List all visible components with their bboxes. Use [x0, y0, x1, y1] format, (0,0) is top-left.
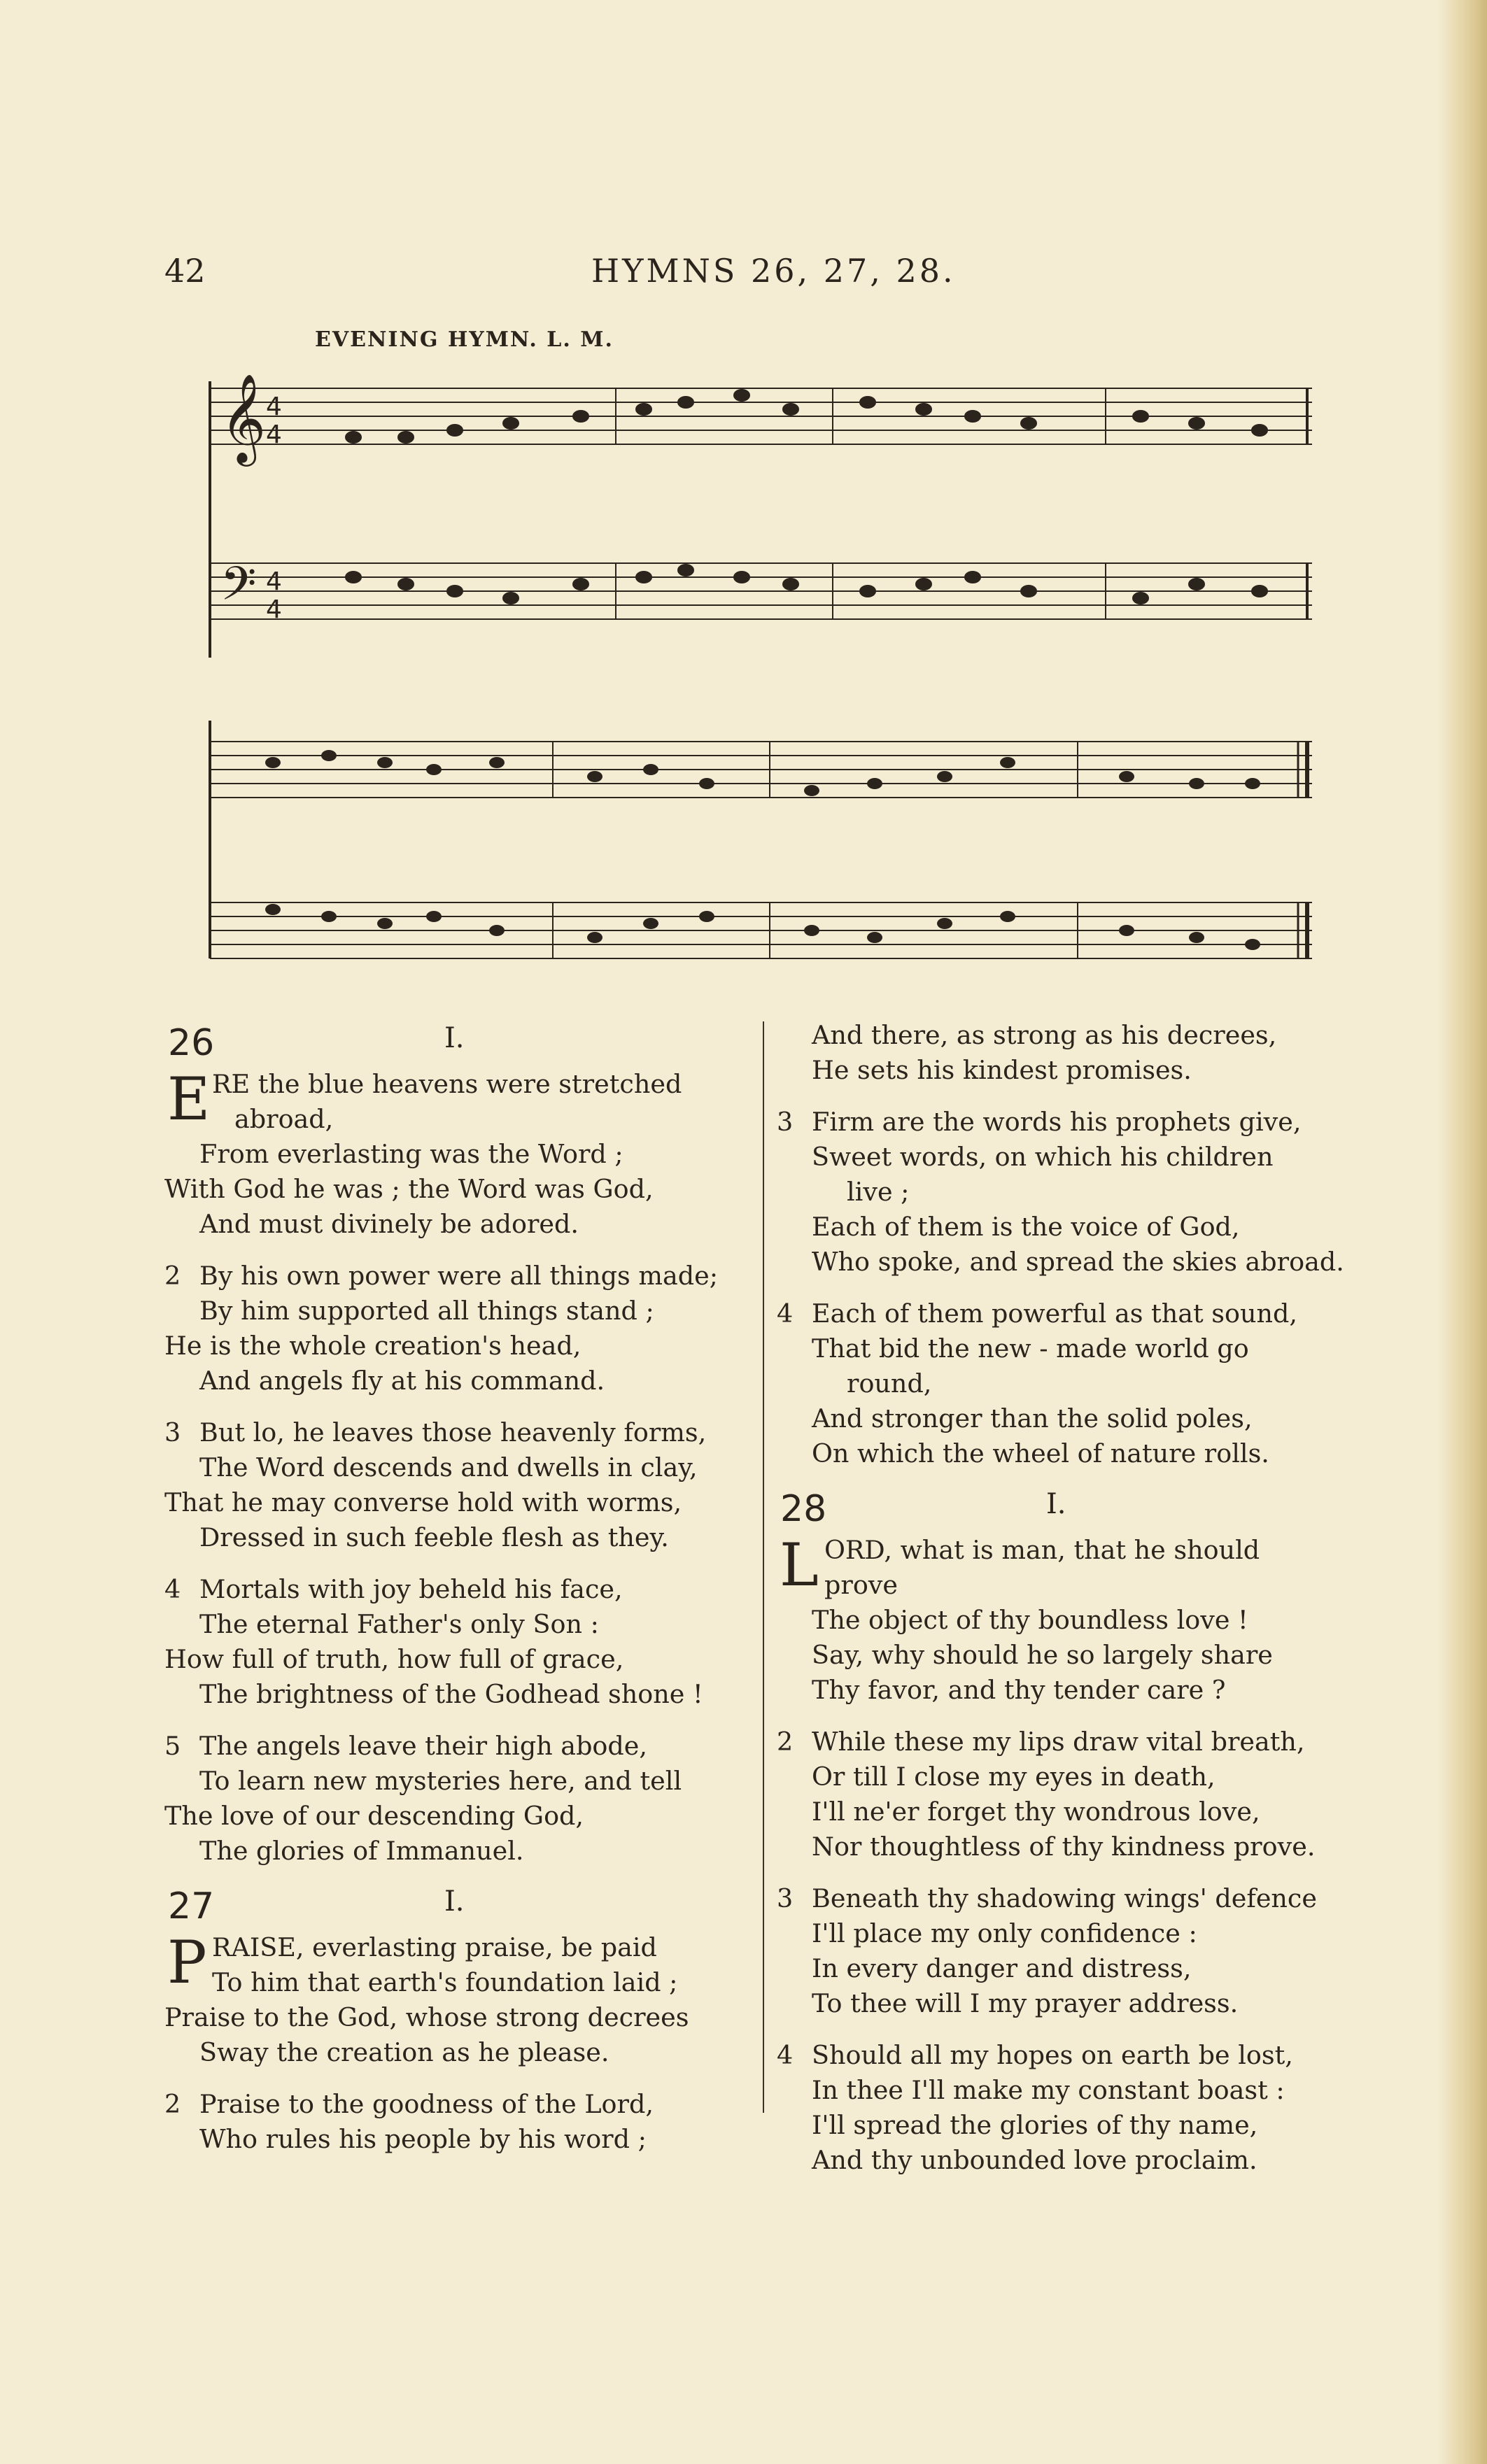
hymn-part: I.	[444, 1885, 465, 1918]
verse-line: 4 Each of them powerful as that sound,	[777, 1296, 1365, 1331]
verse-number: 5	[164, 1731, 181, 1761]
verse-number: 2	[164, 2089, 181, 2119]
verse-line: He sets his kindest promises.	[812, 1055, 1192, 1085]
verse	[777, 1881, 1365, 2021]
hymn-number: 28	[780, 1488, 827, 1530]
verse-number: 2	[164, 1261, 181, 1291]
right-column	[777, 1018, 1365, 2195]
verse-line: He is the whole creation's head,	[164, 1331, 582, 1361]
verse-line: By him supported all things stand ;	[199, 1296, 654, 1326]
drop-cap: P	[167, 1928, 207, 1997]
verse-line: I'll ne'er forget thy wondrous love,	[812, 1797, 1260, 1827]
verse-line: And must divinely be adored.	[199, 1209, 579, 1239]
verse-line: 2 While these my lips draw vital breath,	[777, 1725, 1365, 1760]
verse-line: 3 Firm are the words his prophets give,	[777, 1105, 1365, 1140]
tune-title: EVENING HYMN. L. M.	[315, 327, 614, 352]
verse-line: Or till I close my eyes in death,	[812, 1762, 1215, 1792]
running-header	[0, 252, 1487, 301]
verse-line: To thee will I my prayer address.	[812, 1988, 1239, 2018]
verse-line: To him that earth's foundation laid ;	[212, 1967, 678, 1997]
verse-line: 3 Beneath thy shadowing wings' defence	[777, 1881, 1365, 1916]
verse	[164, 2087, 752, 2157]
first-line-text: ORD, what is man, that he should	[824, 1535, 1260, 1565]
verse	[164, 1415, 752, 1555]
verse-line: Dressed in such feeble flesh as they.	[199, 1522, 669, 1552]
music-system-2	[203, 707, 1319, 1000]
verse-line: That he may converse hold with worms,	[164, 1487, 682, 1517]
verse-line: Praise to the God, whose strong decrees	[164, 2002, 689, 2032]
verse-line: The brightness of the Godhead shone !	[199, 1679, 703, 1709]
verse-line: Nor thoughtless of thy kindness prove.	[812, 1832, 1316, 1862]
music-system-1	[203, 360, 1319, 668]
bass-clef-icon: 𝄢	[220, 557, 257, 622]
running-title: HYMNS 26, 27, 28.	[591, 252, 956, 290]
verse-line: Thy favor, and thy tender care ?	[812, 1675, 1226, 1705]
verse-line: And stronger than the solid poles,	[812, 1403, 1253, 1433]
verse-number: 4	[777, 1298, 794, 1329]
verse	[777, 1533, 1365, 1708]
verse-line: The glories of Immanuel.	[199, 1836, 524, 1866]
verse-line: In thee I'll make my constant boast :	[812, 2075, 1285, 2105]
verse-line: On which the wheel of nature rolls.	[812, 1438, 1269, 1468]
column-divider	[763, 1021, 764, 2113]
verse-line: To learn new mysteries here, and tell	[199, 1766, 682, 1796]
verse-line: Who rules his people by his word ;	[199, 2124, 647, 2154]
first-line-text: RE the blue heavens were stretched	[212, 1069, 682, 1099]
bass-staff	[210, 563, 1312, 619]
verse-line: 4 Mortals with joy beheld his face,	[164, 1572, 752, 1607]
notes-2	[265, 750, 1260, 950]
verse	[777, 2038, 1365, 2178]
hymn-26-heading	[164, 1022, 752, 1067]
drop-cap: L	[780, 1531, 819, 1599]
hymn-number: 26	[168, 1022, 215, 1064]
verse-number: 3	[777, 1107, 794, 1137]
verse-line: The eternal Father's only Son :	[199, 1609, 599, 1639]
drop-cap: E	[167, 1065, 211, 1133]
svg-text:4: 4	[266, 567, 282, 596]
hymn-part: I.	[1046, 1488, 1066, 1520]
verse-line: prove	[824, 1570, 898, 1600]
verse-line: Say, why should he so largely share	[812, 1640, 1273, 1670]
verse-line: And there, as strong as his decrees,	[812, 1020, 1277, 1050]
verse	[777, 1725, 1365, 1864]
verse	[777, 1105, 1365, 1280]
verse-number: 3	[777, 1883, 794, 1913]
verse-line: 2 Praise to the goodness of the Lord,	[164, 2087, 752, 2122]
verse-line: abroad,	[234, 1104, 334, 1134]
verse	[164, 1572, 752, 1712]
verse-line: That bid the new - made world go	[812, 1333, 1249, 1364]
verse-line: 2 By his own power were all things made;	[164, 1259, 752, 1294]
verse	[164, 1729, 752, 1869]
verse-number: 2	[777, 1727, 794, 1757]
page-number: 42	[164, 252, 206, 290]
svg-text:4: 4	[266, 595, 282, 624]
hymn-part: I.	[444, 1022, 465, 1054]
verse-line: Sweet words, on which his children	[812, 1142, 1274, 1172]
verse-line: live ;	[847, 1177, 910, 1207]
verse-line: Sway the creation as he please.	[199, 2037, 609, 2067]
svg-text:4: 4	[266, 420, 282, 449]
verse-line: I'll spread the glories of thy name,	[812, 2110, 1258, 2140]
svg-text:4: 4	[266, 392, 282, 421]
left-column	[164, 1018, 752, 2174]
verse-line: The Word descends and dwells in clay,	[199, 1452, 698, 1482]
hymn-number: 27	[168, 1885, 215, 1927]
verse-line: I'll place my only confidence :	[812, 1918, 1197, 1948]
first-line-text: RAISE, everlasting praise, be paid	[212, 1932, 657, 1962]
verse-line: In every danger and distress,	[812, 1953, 1192, 1983]
verse-line: round,	[847, 1368, 932, 1399]
verse-line: The love of our descending God,	[164, 1801, 584, 1831]
verse-line: With God he was ; the Word was God,	[164, 1174, 654, 1204]
hymn-28-heading	[777, 1488, 1365, 1533]
verse-continued	[777, 1018, 1365, 1088]
verse-line: From everlasting was the Word ;	[199, 1139, 623, 1169]
music-score-2	[203, 707, 1319, 1000]
verse-line: Each of them is the voice of God,	[812, 1212, 1240, 1242]
verse-line: How full of truth, how full of grace,	[164, 1644, 624, 1674]
verse-line: Who spoke, and spread the skies abroad.	[812, 1247, 1344, 1277]
verse-number: 4	[164, 1574, 181, 1604]
verse	[164, 1930, 752, 2070]
verse	[164, 1067, 752, 1242]
verse	[777, 1296, 1365, 1471]
verse-line: 4 Should all my hopes on earth be lost,	[777, 2038, 1365, 2073]
verse-line: The object of thy boundless love !	[812, 1605, 1248, 1635]
verse-line: And thy unbounded love proclaim.	[812, 2145, 1257, 2175]
verse-number: 4	[777, 2040, 794, 2070]
hymn-27-heading	[164, 1885, 752, 1930]
verse-line: And angels fly at his command.	[199, 1366, 605, 1396]
treble-clef-icon: 𝄞	[220, 373, 267, 462]
page-edge	[1438, 0, 1487, 2464]
verse-line: 5 The angels leave their high abode,	[164, 1729, 752, 1764]
verse-number: 3	[164, 1417, 181, 1447]
music-score-1	[203, 360, 1319, 668]
verse	[164, 1259, 752, 1399]
notes-1	[346, 390, 1267, 604]
verse-line: 3 But lo, he leaves those heavenly forms,	[164, 1415, 752, 1450]
